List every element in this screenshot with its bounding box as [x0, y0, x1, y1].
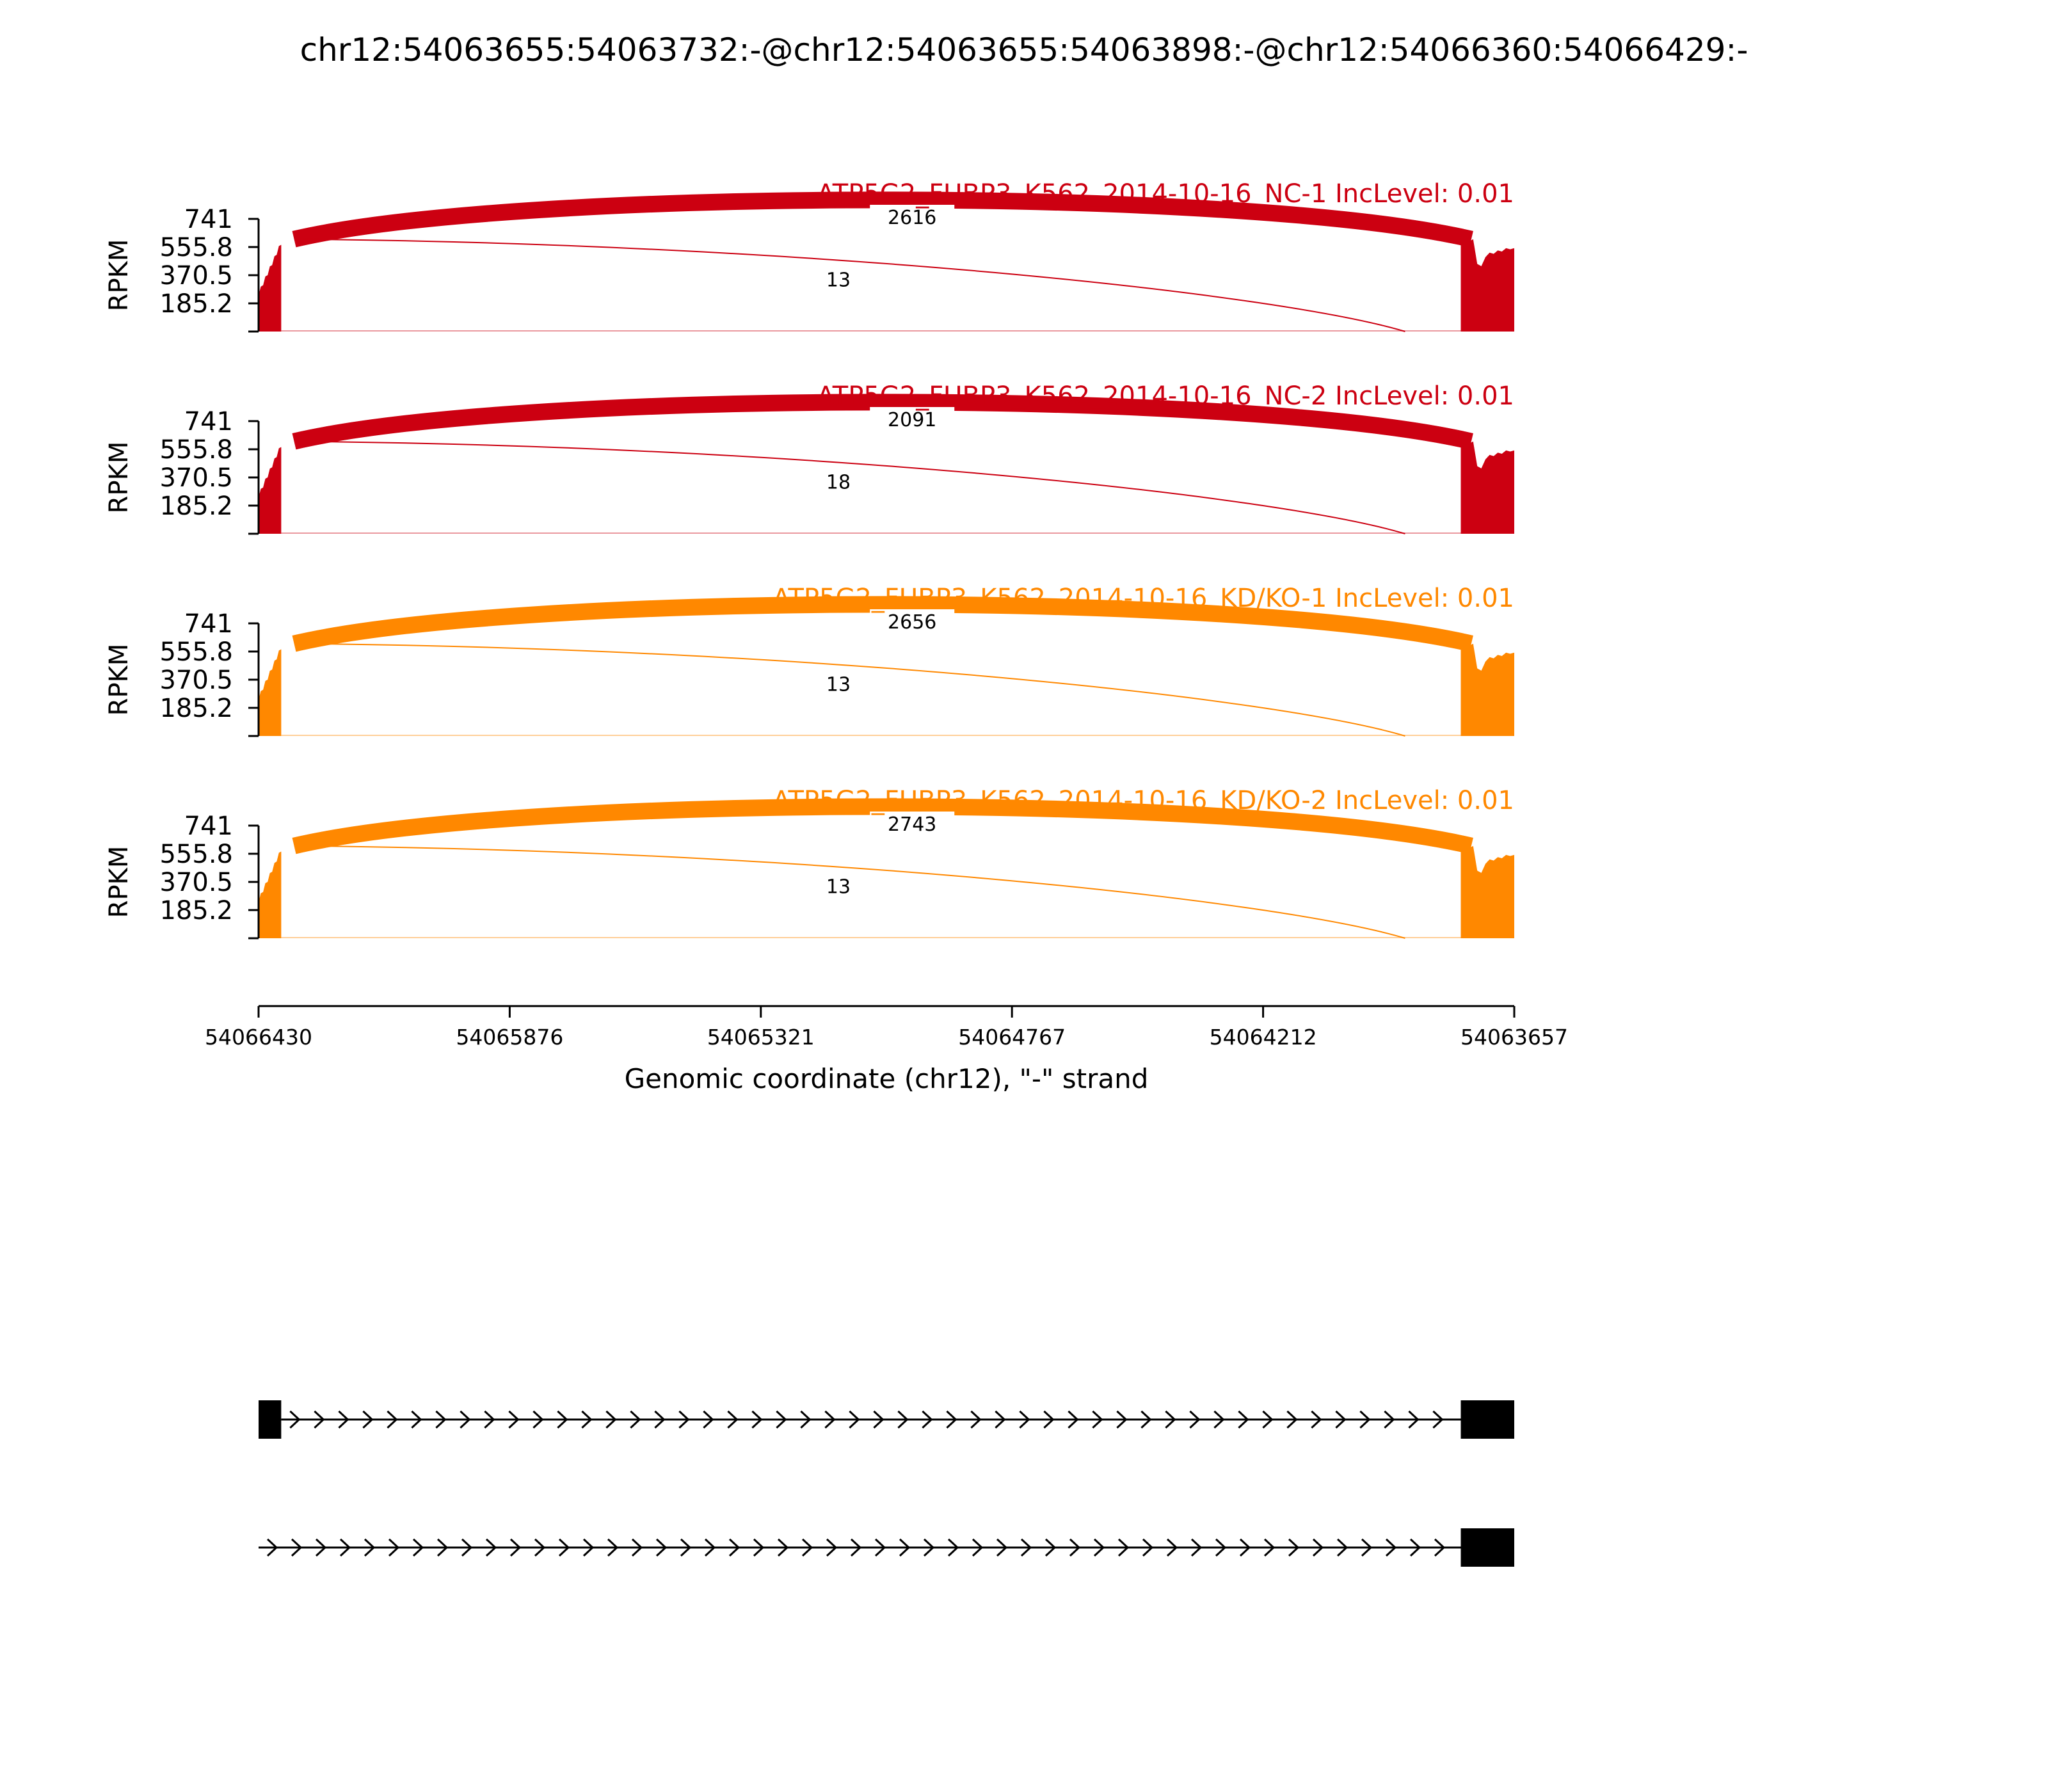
track-label: ATP5G2_FUBP3_K562_2014-10-16_KD/KO-2 IncLevel: 0.01 [772, 786, 1514, 815]
y-tick-label: 741 [184, 609, 233, 639]
y-axis-label: RPKM [104, 643, 134, 716]
isoform-track [259, 1400, 1514, 1439]
figure-title: chr12:54063655:54063732:-@chr12:54063655:54063898:-@chr12:54066360:54066429:- [300, 31, 1748, 68]
junction-count-minor: 18 [826, 471, 851, 494]
x-axis-label: Genomic coordinate (chr12), "-" strand [624, 1063, 1149, 1094]
y-axis-label: RPKM [104, 239, 134, 312]
y-tick-label: 185.2 [159, 289, 233, 319]
coverage-exon1 [259, 650, 281, 737]
y-tick-label: 370.5 [159, 868, 233, 897]
y-tick-label: 555.8 [159, 637, 233, 667]
isoform-track [259, 1528, 1514, 1567]
x-axis [205, 1006, 1568, 1094]
y-tick-label: 185.2 [159, 896, 233, 925]
x-tick-label: 54064767 [958, 1025, 1066, 1050]
y-axis-label: RPKM [104, 845, 134, 918]
y-tick-label: 555.8 [159, 435, 233, 465]
exon-block [1461, 1400, 1514, 1439]
coverage-exon2 [1461, 239, 1514, 332]
coverage-exon2 [1461, 442, 1514, 534]
tracks-area [104, 179, 1514, 938]
y-tick-label: 185.2 [159, 694, 233, 723]
isoform-models [259, 1400, 1514, 1567]
junction-count-major: 2656 [888, 611, 937, 634]
track-label: ATP5G2_FUBP3_K562_2014-10-16_NC-2 IncLevel: 0.01 [817, 381, 1514, 411]
y-tick-label: 741 [184, 205, 233, 234]
track-panel [104, 584, 1514, 736]
coverage-exon2 [1461, 846, 1514, 938]
y-axis-label: RPKM [104, 441, 134, 514]
x-tick-label: 54064212 [1209, 1025, 1317, 1050]
junction-count-minor: 13 [826, 673, 851, 696]
coverage-exon1 [259, 447, 281, 534]
junction-count-major: 2743 [888, 813, 937, 836]
y-tick-label: 370.5 [159, 463, 233, 493]
x-tick-label: 54065321 [707, 1025, 815, 1050]
exon-block [259, 1400, 281, 1439]
y-tick-label: 741 [184, 407, 233, 436]
track-panel [104, 786, 1514, 938]
y-tick-label: 370.5 [159, 261, 233, 291]
track-panel [104, 381, 1514, 534]
y-tick-label: 185.2 [159, 492, 233, 521]
junction-count-minor: 13 [826, 269, 851, 292]
x-tick-label: 54065876 [456, 1025, 564, 1050]
x-tick-label: 54066430 [205, 1025, 312, 1050]
y-tick-label: 555.8 [159, 840, 233, 869]
track-panel [104, 179, 1514, 332]
coverage-exon1 [259, 245, 281, 332]
coverage-exon1 [259, 852, 281, 939]
junction-count-minor: 13 [826, 876, 851, 899]
coverage-exon2 [1461, 644, 1514, 736]
junction-count-major: 2616 [888, 207, 937, 229]
x-tick-label: 54063657 [1460, 1025, 1568, 1050]
track-label: ATP5G2_FUBP3_K562_2014-10-16_NC-1 IncLevel: 0.01 [817, 179, 1514, 209]
y-tick-label: 555.8 [159, 233, 233, 262]
track-label: ATP5G2_FUBP3_K562_2014-10-16_KD/KO-1 IncLevel: 0.01 [772, 584, 1514, 613]
y-tick-label: 741 [184, 812, 233, 841]
exon-block [1461, 1528, 1514, 1567]
y-tick-label: 370.5 [159, 666, 233, 695]
junction-count-major: 2091 [888, 409, 937, 431]
